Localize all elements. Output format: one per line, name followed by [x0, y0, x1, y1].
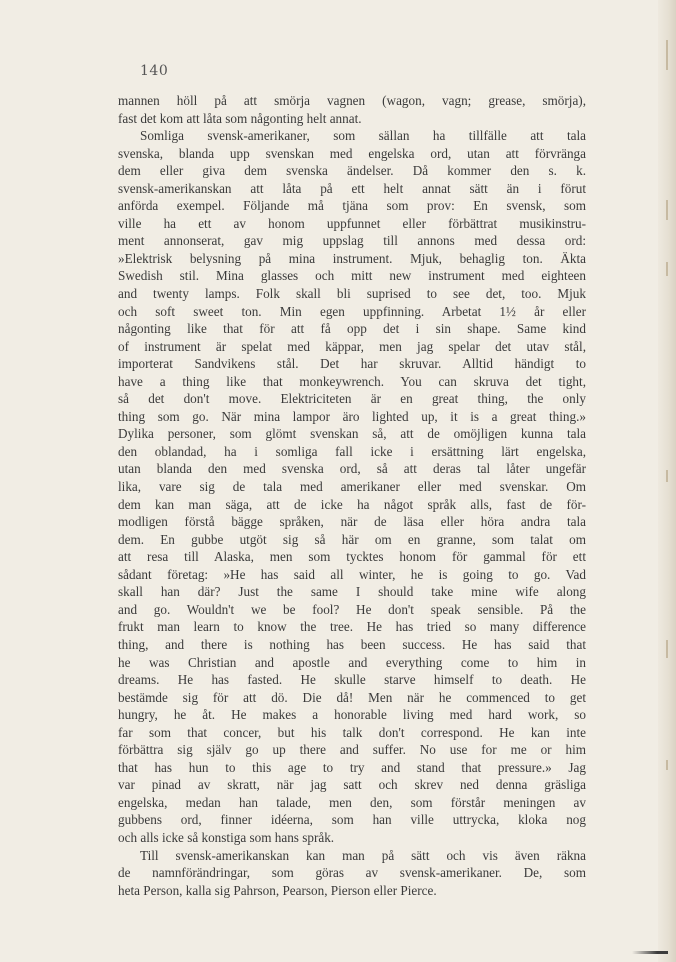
text-line: och soft sweet ton. Min egen uppfinning. Arbetat 1½ år eller: [118, 303, 586, 319]
text-line: modligen förstå bägge språken, när de läsa eller höra andra tala: [118, 514, 586, 530]
text-line: that has hun to this age to try and stand that pressure.» Jag: [118, 759, 586, 775]
text-line: Dylika personer, som glömt svenskan så, att de omöjligen kunna tala: [118, 426, 586, 442]
text-line: lika, vare sig de tala med amerikaner eller med svenskar. Om: [118, 479, 586, 495]
page-number: 140: [140, 63, 169, 79]
text-line: Somliga svensk-amerikaner, som sällan ha tillfälle att tala: [140, 128, 586, 144]
text-line: bestämde sig för att dö. Die då! Men när he commenced to get: [118, 689, 586, 705]
text-line: att resa till Alaska, men som tycktes honom för gammal för ett: [118, 549, 586, 565]
text-line: frukt man learn to know the tree. He has tried so many difference: [118, 619, 586, 635]
corner-smudge: [632, 951, 668, 954]
text-line: utan blanda den med svenska ord, så att deras tal låter ungefär: [118, 461, 586, 477]
text-line: svenska, blanda upp svenskan med engelska ord, utan att förvränga: [118, 145, 586, 161]
text-line: Swedish stil. Mina glasses och mitt new instrument med eighteen: [118, 268, 586, 284]
page-edge-mark: [666, 262, 668, 276]
text-line: he was Christian and apostle and everything come to him in: [118, 654, 586, 670]
text-line: importerat Sandvikens stål. Det har skruvar. Alltid händigt to: [118, 356, 586, 372]
text-line: of instrument är spelat med käppar, men jag spelar det utav stål,: [118, 338, 586, 354]
text-line: de namnförändringar, som göras av svensk-amerikaner. De, som: [118, 865, 586, 881]
text-line: var pinad av skratt, när jag satt och skrev ned denna gräsliga: [118, 777, 586, 793]
text-line: Till svensk-amerikanskan kan man på sätt och vis även räkna: [140, 847, 586, 863]
body-text: [118, 92, 586, 899]
page-edge-mark: [666, 640, 668, 658]
text-line: svensk-amerikanskan att låta på ett helt annat sätt än i förut: [118, 180, 586, 196]
text-line: engelska, medan han talade, men den, som förstår meningen av: [118, 794, 586, 810]
text-line: thing som go. När mina lampor äro lighted up, it is a great thing.»: [118, 408, 586, 424]
text-line: »Elektrisk belysning på mina instrument. Mjuk, behaglig ton. Äkta: [118, 250, 586, 266]
text-line: någonting like that för att få opp det i sin shape. Same kind: [118, 321, 586, 337]
page-edge-mark: [666, 40, 668, 70]
text-line: have a thing like that monkeywrench. You can skruva det tight,: [118, 373, 586, 389]
text-line: mannen höll på att smörja vagnen (wagon, vagn; grease, smörja),: [118, 93, 586, 108]
text-line: dreams. He has fasted. He skulle starve himself to death. He: [118, 672, 586, 688]
page-edge: [658, 0, 676, 962]
page-edge-mark: [666, 470, 668, 482]
text-line: sådant företag: »He has said all winter, he is going to go. Vad: [118, 566, 586, 582]
page-edge-mark: [666, 200, 668, 220]
text-line: heta Person, kalla sig Pahrson, Pearson, Pierson eller Pierce.: [118, 882, 437, 898]
text-line: far som that concer, but his talk don't correspond. He kan inte: [118, 724, 586, 740]
text-line: dem eller giva dem svenska ändelser. Då kommer den s. k.: [118, 163, 586, 179]
text-line: dem. En gubbe utgöt sig så här om en granne, som talat om: [118, 531, 586, 547]
text-line: thing, and there is nothing has been success. He has said that: [118, 636, 586, 652]
text-line: gubbens ord, finner idéerna, som han ville uttrycka, kloka nog: [118, 812, 586, 828]
text-line: skall han där? Just the same I should take mine wife along: [118, 584, 586, 600]
text-line: så det don't move. Elektriciteten är en great thing, the only: [118, 391, 586, 407]
text-line: anförda exempel. Följande må tjäna som prov: En svensk, som: [118, 198, 586, 214]
text-line: fast det kom att låta som någonting helt annat.: [118, 110, 362, 126]
text-line: and twenty lamps. Folk skall bli suprised to see det, too. Mjuk: [118, 286, 586, 302]
text-line: och alls icke så konstiga som hans språk.: [118, 829, 335, 845]
text-line: ment annonserat, gav mig uppslag till annons med dessa ord:: [118, 233, 586, 249]
text-line: förbättra sig själv go up there and suffer. No use for me or him: [118, 742, 586, 758]
text-line: and go. Wouldn't we be fool? He don't speak sensible. På the: [118, 601, 586, 617]
text-line: hungry, he åt. He makes a honorable living med hard work, so: [118, 707, 586, 723]
page-edge-mark: [666, 760, 668, 770]
text-line: den oblandad, ha i somliga fall icke i ersättning lärt engelska,: [118, 443, 586, 459]
text-line: ville ha ett av honom uppfunnet eller förbättrat musikinstru-: [118, 215, 586, 231]
text-line: dem kan man säga, att de icke ha något språk alls, fast de för-: [118, 496, 586, 512]
